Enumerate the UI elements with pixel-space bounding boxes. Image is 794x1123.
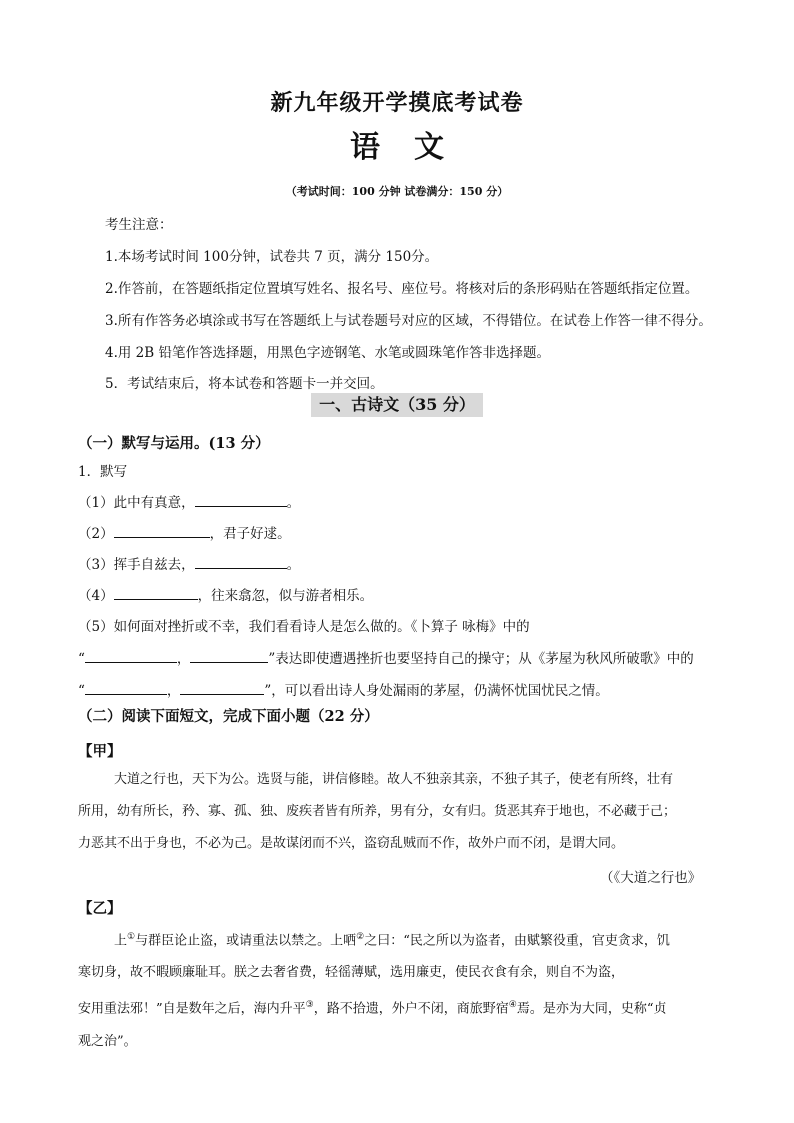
q1-1-prefix: （1）此中有真意， [78,495,195,511]
comma: ， [166,683,181,699]
subject-title: 语文 [350,130,478,165]
q1-4-prefix: （4） [78,588,114,604]
passage-jia-line-3: 力恶其不出于身也，不必为己。是故谋闭而不兴，盗窃乱贼而不作，故外户而不闭，是谓大同。 [78,836,625,851]
q1-2-suffix: ，君子好逑。 [209,526,291,542]
passage-yi [78,921,670,1058]
answer-blank[interactable] [195,554,287,569]
footnote-2-marker: ② [356,932,365,942]
footnote-1-marker: ① [127,932,136,942]
exam-title: 新九年级开学摸底考试卷 [270,90,524,116]
text-run: 之曰：“民之所以为盗者，由赋繁役重，官吏贪求，饥 [364,933,670,949]
q1-2-prefix: （2） [78,526,114,542]
comma: ， [176,651,191,667]
answer-blank[interactable] [190,648,268,663]
answer-blank[interactable] [195,492,287,507]
question-1-5-line-3 [78,679,609,699]
part-2-heading: （二）阅读下面短文，完成下面小题（22 分） [78,708,379,725]
question-1-4 [78,584,373,604]
notice-item-3: 3.所有作答务必填涂或书写在答题纸上与试卷题号对应的区域，不得错位。在试卷上作答一律不得分。 [105,313,712,329]
question-1-label: 1．默写 [78,464,128,480]
passage-jia-line-1: 大道之行也，天下为公。选贤与能，讲信修睦。故人不独亲其亲，不独子其子，使老有所终，壮有 [114,772,674,787]
text-run: 与群臣论止盗，或请重法以禁之。上哂 [135,933,357,949]
text-run: ，路不拾遗，外户不闭，商旅野宿 [313,1001,509,1017]
passage-yi-label: 【乙】 [78,900,122,917]
open-quote: “ [78,683,85,699]
q1-1-suffix: 。 [286,495,301,511]
q1-3-suffix: 。 [286,557,301,573]
passage-jia-line-2: 所用，幼有所长，矜、寡、孤、独、废疾者皆有所养，男有分，女有归。货恶其弃于地也，不必藏于己； [78,804,677,819]
notice-item-5: 5．考试结束后，将本试卷和答题卡一并交回。 [105,376,384,392]
passage-jia-source: （《大道之行也》 [600,870,702,886]
notice-item-4: 4.用 2B 铅笔作答选择题，用黑色字迹钢笔、水笔或圆珠笔作答非选择题。 [105,345,550,361]
text-run: 上 [114,933,128,949]
q1-5-line-2-text: ”表达即使遭遇挫折也要坚持自己的操守；从《茅屋为秋风所破歌》中的 [268,651,694,667]
passage-yi-line-3 [78,989,670,1025]
notice-item-2: 2.作答前，在答题纸指定位置填写姓名、报名号、座位号。将核对后的条形码贴在答题纸指定位置。 [105,281,699,297]
passage-jia [78,764,676,860]
passage-yi-line-4: 观之治”。 [78,1033,137,1049]
passage-yi-line-2: 寒切身，故不暇顾廉耻耳。朕之去奢省费，轻徭薄赋，选用廉吏，使民衣食有余，则自不为盗， [78,965,625,981]
footnote-3-marker: ③ [305,1000,314,1011]
q1-5-line-3-text: ”，可以看出诗人身处漏雨的茅屋，仍满怀忧国忧民之情。 [264,683,609,699]
footnote-4-marker: ④ [508,1000,517,1011]
open-quote: “ [78,651,85,667]
notice-item-1: 1.本场考试时间 100分钟，试卷共 7 页，满分 150分。 [105,249,439,265]
passage-jia-label: 【甲】 [78,743,122,760]
q1-4-suffix: ，往来翕忽，似与游者相乐。 [197,588,374,604]
question-1-1 [78,491,300,511]
answer-blank[interactable] [114,585,198,600]
answer-blank[interactable] [114,523,210,538]
notice-heading: 考生注意： [105,217,173,233]
answer-blank[interactable] [180,680,264,695]
question-1-3 [78,553,300,573]
part-1-heading: （一）默写与运用。(13 分） [78,435,270,452]
question-1-5-line-2 [78,647,694,667]
passage-yi-line-1 [78,921,670,957]
question-1-5-line-1: （5）如何面对挫折或不幸，我们看看诗人是怎么做的。《卜算子 咏梅》中的 [78,619,530,635]
section-1-title: 一、古诗文（35 分） [311,393,483,417]
exam-time-info: （考试时间：100 分钟 试卷满分：150 分） [285,185,509,198]
text-run: 安用重法邪！”自是数年之后，海内升平 [78,1001,306,1017]
text-run: 焉。是亦为大同，史称“贞 [516,1001,667,1017]
q1-3-prefix: （3）挥手自兹去， [78,557,195,573]
answer-blank[interactable] [85,680,167,695]
question-1-2 [78,522,291,542]
answer-blank[interactable] [85,648,177,663]
